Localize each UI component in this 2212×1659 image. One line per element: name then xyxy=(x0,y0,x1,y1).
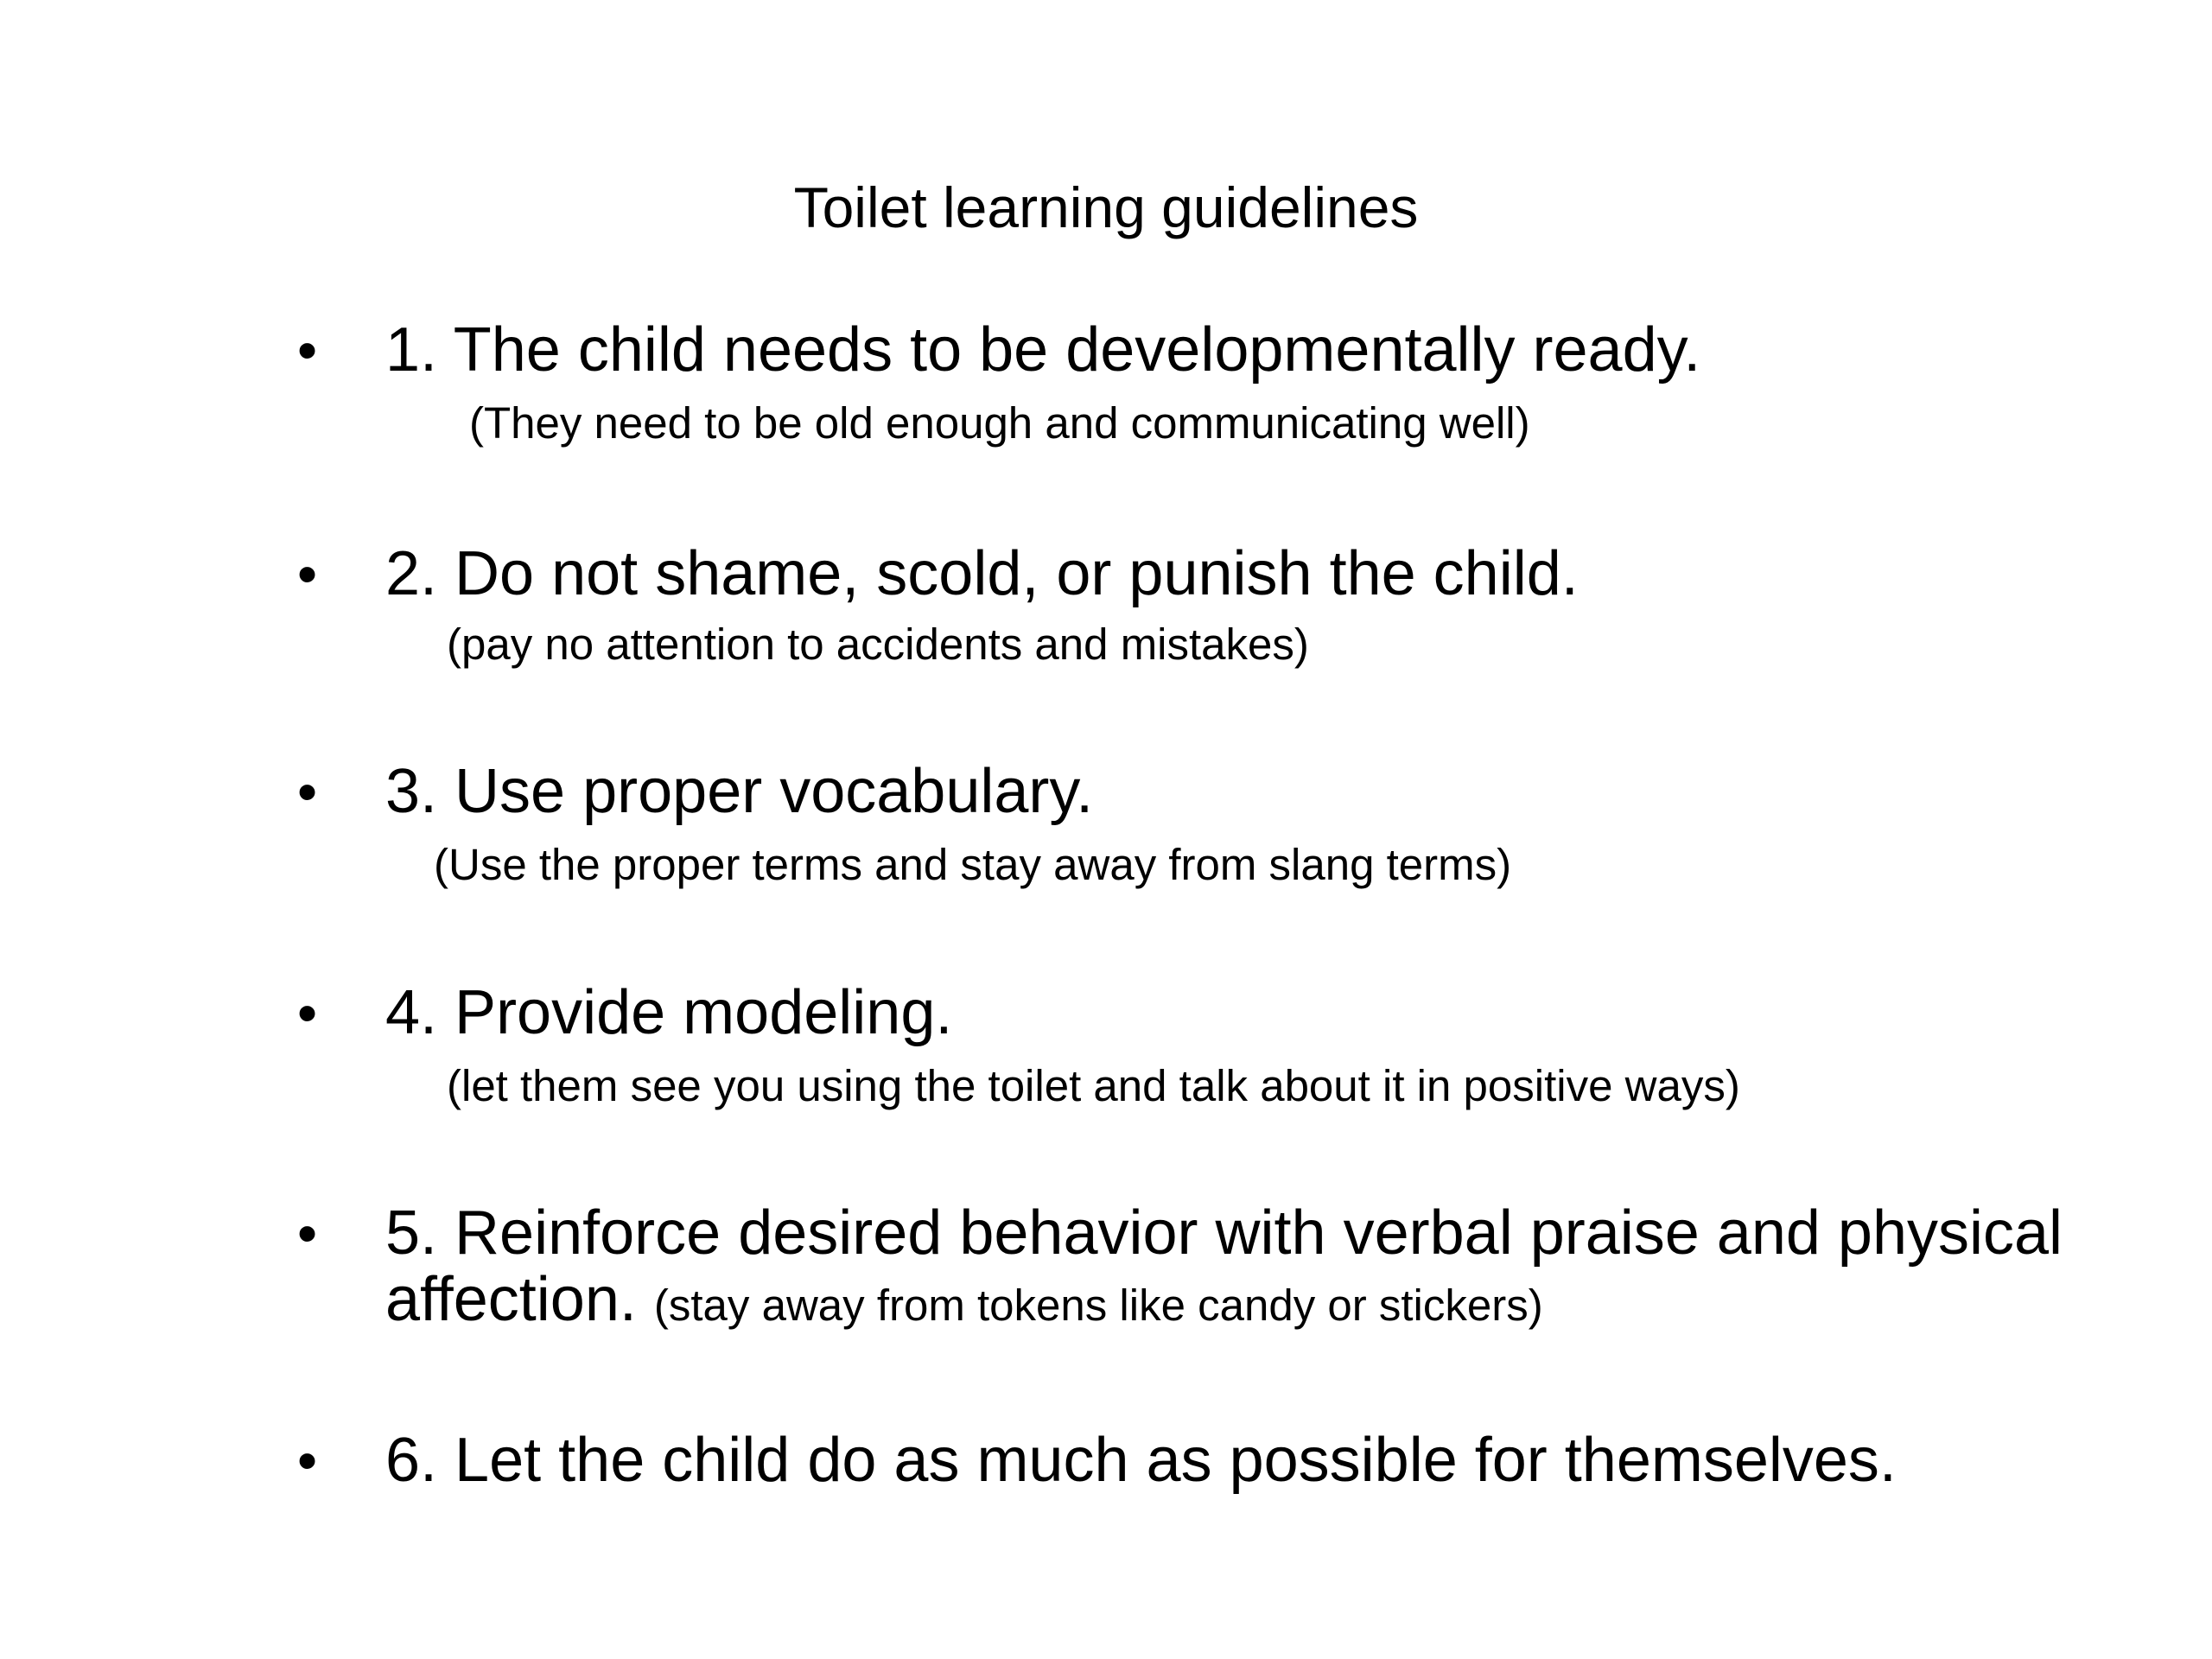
bullet-icon: • xyxy=(297,1428,318,1492)
bullet-icon: • xyxy=(297,1201,318,1265)
slide-title: Toilet learning guidelines xyxy=(793,175,1419,239)
bullet-icon: • xyxy=(297,318,318,382)
guideline-note: (stay away from tokens like candy or stickers) xyxy=(653,1281,1543,1330)
guideline-text: 6. Let the child do as much as possible for themselves. xyxy=(385,1426,1897,1495)
guideline-note: (Use the proper terms and stay away from slang terms) xyxy=(434,840,1512,889)
guideline-text: 3. Use proper vocabulary. xyxy=(385,757,1094,826)
guideline-text: 5. Reinforce desired behavior with verbal praise and physical xyxy=(385,1198,2063,1268)
guideline-text-end: affection. xyxy=(385,1265,637,1334)
guideline-note: (pay no attention to accidents and mistakes) xyxy=(447,620,1309,669)
bullet-icon: • xyxy=(297,760,318,823)
bullet-icon: • xyxy=(297,542,318,606)
guideline-text: 1. The child needs to be developmentally ready. xyxy=(385,315,1701,385)
guideline-note: (They need to be old enough and communicating well) xyxy=(469,398,1530,448)
guideline-text: 2. Do not shame, scold, or punish the child. xyxy=(385,539,1579,608)
guideline-text-continued xyxy=(385,1263,1543,1342)
guideline-note: (let them see you using the toilet and talk about it in positive ways) xyxy=(447,1061,1740,1110)
bullet-icon: • xyxy=(297,981,318,1045)
guideline-text: 4. Provide modeling. xyxy=(385,978,953,1047)
